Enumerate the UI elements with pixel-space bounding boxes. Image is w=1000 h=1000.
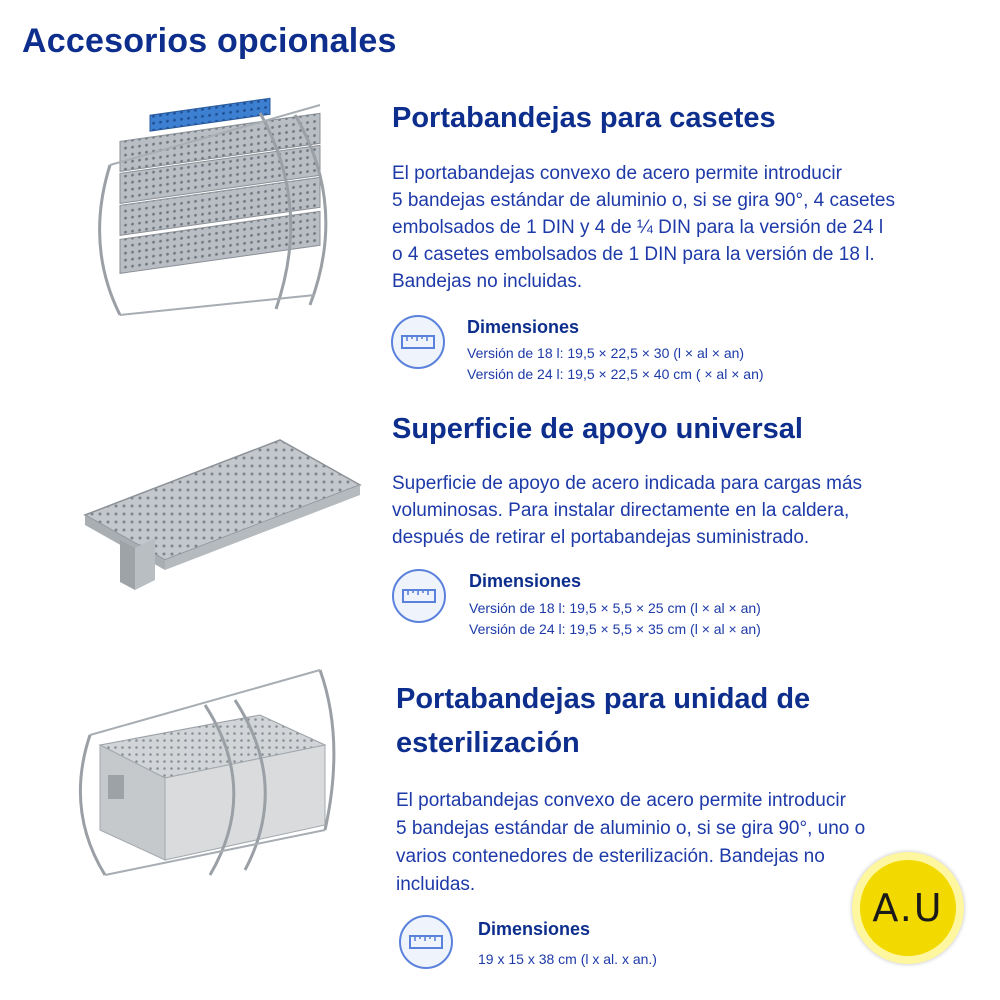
au-logo — [852, 852, 964, 964]
tray-holder-image — [80, 95, 360, 325]
ruler-icon — [391, 568, 447, 624]
logo-circle — [860, 860, 956, 956]
ruler-icon — [390, 314, 446, 370]
description-line: incluidas. — [396, 874, 476, 895]
dimensions-title: Dimensiones — [467, 317, 580, 337]
description-line: voluminosas. Para instalar directamente en la caldera, — [392, 500, 850, 521]
description-line: El portabandejas convexo de acero permite introducir — [396, 790, 846, 811]
ruler-icon — [398, 914, 454, 970]
description-line: después de retirar el portabandejas suministrado. — [392, 527, 810, 548]
support-surface-image — [80, 430, 370, 600]
dimensions-line: Versión de 24 l: 19,5 × 22,5 × 40 cm ( × al × an) — [467, 366, 764, 382]
section-heading: Portabandejas para casetes — [392, 102, 776, 134]
description-line: 5 bandejas estándar de aluminio o, si se gira 90°, uno o — [396, 818, 866, 839]
section-heading: Portabandejas para unidad de — [396, 683, 811, 715]
dimensions-line: Versión de 24 l: 19,5 × 5,5 × 35 cm (l × al × an) — [469, 621, 761, 637]
section-heading: esterilización — [396, 727, 580, 759]
description-line: embolsados de 1 DIN y 4 de ¼ DIN para la versión de 24 l — [392, 217, 884, 238]
dimensions-line: 19 x 15 x 38 cm (l x al. x an.) — [478, 951, 657, 967]
description-line: Bandejas no incluidas. — [392, 271, 583, 292]
section-heading: Superficie de apoyo universal — [392, 413, 803, 445]
logo-text: A.U — [872, 886, 944, 930]
sterilization-container-image — [70, 660, 345, 890]
page-title: Accesorios opcionales — [22, 22, 397, 60]
description-line: Superficie de apoyo de acero indicada para cargas más — [392, 473, 863, 494]
description-line: varios contenedores de esterilización. Bandejas no — [396, 846, 825, 867]
dimensions-title: Dimensiones — [478, 919, 591, 939]
dimensions-line: Versión de 18 l: 19,5 × 5,5 × 25 cm (l × al × an) — [469, 600, 761, 616]
dimensions-line: Versión de 18 l: 19,5 × 22,5 × 30 (l × al × an) — [467, 345, 745, 361]
description-line: El portabandejas convexo de acero permite introducir — [392, 163, 842, 184]
dimensions-title: Dimensiones — [469, 571, 582, 591]
description-line: 5 bandejas estándar de aluminio o, si se gira 90°, 4 casetes — [392, 190, 895, 211]
description-line: o 4 casetes embolsados de 1 DIN para la versión de 18 l. — [392, 244, 875, 265]
